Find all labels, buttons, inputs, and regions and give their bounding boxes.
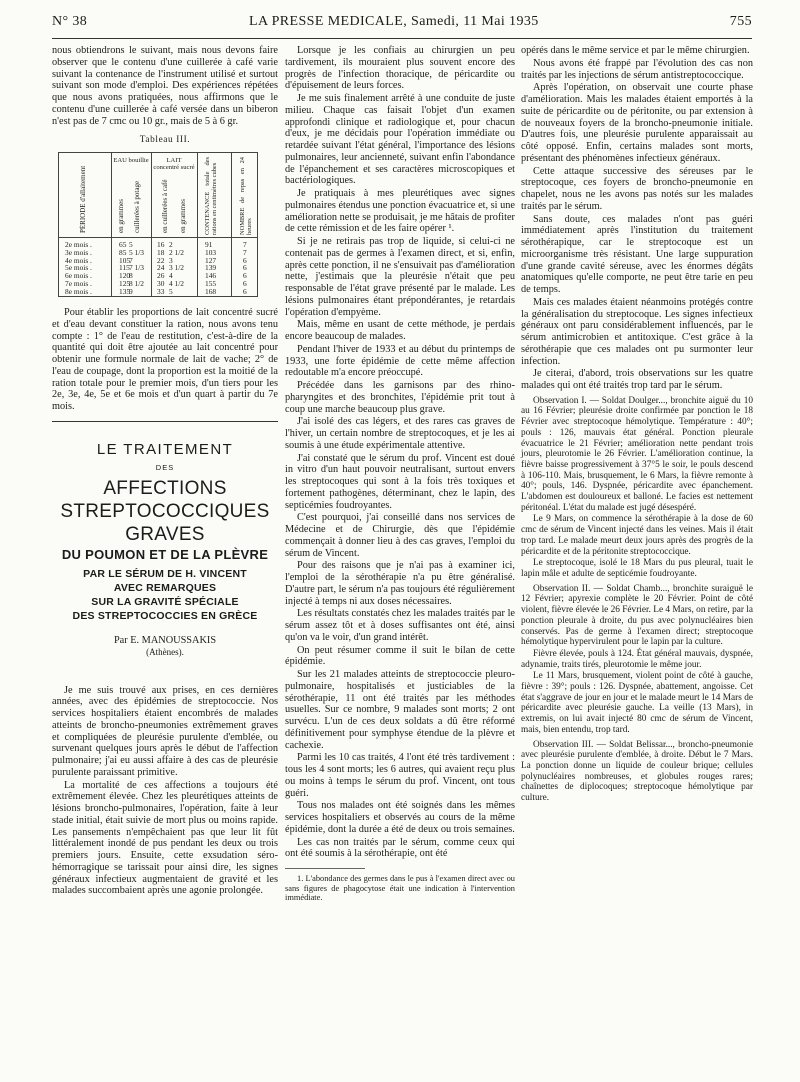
article-title-line: LE TRAITEMENT [96, 440, 234, 458]
table-cell: 7 [129, 255, 133, 265]
paragraph: Pour des raisons que je n'ai pas à examiner ici, l'emploi de la sérothérapie n'a pu être généralisé. D'autre part, le sérum n'a pas toujours été régulièrement injecté à temps ni aux doses nécessaires. [285, 560, 515, 607]
paragraph: Lorsque je les confiais au chirurgien un peu tardivement, ils mouraient plus souvent encore des progrès de l'infection thoracique, de péricardite ou d'épuisement de leurs forces. [285, 45, 515, 92]
paragraph: Je citerai, d'abord, trois observations sur les quatre malades qui ont été traités trop tard par le sérum. [521, 368, 753, 391]
article-subtitle-line: SUR LA GRAVITÉ SPÉCIALE [91, 596, 239, 608]
paragraph: Pendant l'hiver de 1933 et au début du printemps de 1933, une forte épidémie de cette même affection redoutable m'a encore préoccupé. [285, 343, 515, 379]
observation-1: Observation I. — Soldat Doulger..., bronchite aiguë du 10 au 16 Février; pleurésie droite confirmée par ponction le 18 Février avec streptocoque hémolytique. Température : 40°; pouls : 126, mauvais état général. Ponction pleurale évacuatrice le 21 Février; amélioration nette pendant trois jours, pleurotomie le 26 Février. L'amélioration continue, la fièvre baisse progressivement à 37°5 le soir, le pouls descend à 106-110. Mais, brusquement, le 6 Mars, la fièvre remonte à 40°; pouls, 146. Dyspnée, péricardite avec épanchement. L'abdomen est douloureux et balloné. Le facies est nettement péritonéal. L'état du malade est jugé désespéré. [521, 395, 753, 513]
table-cell: 26 [157, 271, 165, 281]
paragraph: Après l'opération, on observait une courte phase d'amélioration. Mais les malades étaient emportés à la suite de péricardite ou de péritonite, ou par extension à de nouveaux foyers de la broncho-pneumonie initiale. D'autres fois, une pleurésie purulente apparaissait au côté opposé. Enfin, certains malades sont morts, présentant des phénomènes infectieux généraux. [521, 82, 753, 164]
table-cell: 5 [169, 286, 173, 296]
table-cell: 146 [205, 271, 217, 281]
paragraph: Sans doute, ces malades n'ont pas guéri immédiatement après l'institution du traitement sérothérapique, car le streptocoque est un microorganisme très résistant. Une large suppuration d'une grande cavité séreuse, avec les énormes dégâts anatomiques qu'elle comporte, ne peut être tarie en peu de temps. [521, 213, 753, 295]
table-cell: 168 [205, 286, 217, 296]
paragraph: On peut résumer comme il suit le bilan de cette épidémie. [285, 644, 515, 668]
table-cell: 2 [169, 240, 173, 249]
table-cell: 22 [157, 255, 165, 265]
table-cell: 16 [157, 240, 165, 249]
table-cell: 155 [205, 278, 217, 288]
paragraph: Précédée dans les garnisons par des rhino-pharyngites et des bronchites, l'épidémie prit tout à coup une marche beaucoup plus grave. [285, 380, 515, 415]
article-title-main: STREPTOCOCCIQUES GRAVES [60, 501, 270, 546]
paragraph: C'est pourquoi, j'ai conseillé dans nos services de Médecine et de Chirurgie, dès que l'épidémie commençait à donner lieu à des cas graves, l'emploi du sérum de Vincent. [285, 512, 515, 559]
table-cell: 85 [119, 247, 127, 257]
col-header-capacity: CONTENANCE totale des rations en centimètres cubes [204, 157, 218, 235]
table-cell: 120 [119, 271, 131, 281]
table-row [63, 288, 253, 296]
observation-1-cont: Le streptocoque, isolé le 18 Mars du pus pleural, tuait le lapin mâle et adulte de septicémie foudroyante. [521, 558, 753, 579]
footnote: 1. L'abondance des germes dans le pus à l'examen direct avec ou sans figures de phagocytose était une indication à l'intervention immédiate. [285, 874, 515, 903]
header-rule [52, 38, 752, 39]
table-cell: 5 1/3 [129, 247, 144, 257]
table-caption: Tableau III. [139, 135, 191, 146]
paragraph: Les cas non traités par le sérum, comme ceux qui ont été soumis à la sérothérapie, ont été [285, 836, 515, 860]
table-cell: 8 1/2 [129, 278, 144, 288]
table-cell: 7 [243, 240, 247, 249]
table-cell: 103 [205, 247, 217, 257]
observation-2: Observation II. — Soldat Chamb..., bronchite suraiguë le 12 Février; apyrexie complète le 20 Février. Point de côté violent, fièvre élevée le 26 Février. Le 4 Mars, on retire, par la ponction pleurale à droite, du pus avec polynucléaires bien conservés. Pas de germe à l'examen direct; streptocoque hémolytique hypervirulent pour le lapin par la culture. [521, 583, 753, 648]
col-header-water-spoons: cuillerées à potage [133, 180, 141, 233]
observation-1-cont: Le 9 Mars, on commence la sérothérapie à la dose de 60 cmc de sérum de Vincent injecté dans les veines. Mais il était trop tard. Le malade meurt deux jours après des progrès de la péricardite et de la péritonite streptococcique. [521, 514, 753, 557]
article-subtitle-line: PAR LE SÉRUM DE H. VINCENT [83, 568, 247, 580]
table-cell: 7e mois . [65, 278, 92, 288]
paragraph: J'ai constaté que le sérum du prof. Vincent est doué in vitro d'un haut pouvoir neutralisant, surtout envers les streptocoques qui sont à la fois très toxiques et fortement pathogènes, déterminant, chez le lapin, des septicémies foudroyantes. [285, 452, 515, 511]
table-cell: 33 [157, 286, 165, 296]
article-subtitle-line: DES STREPTOCOCCIES EN GRÈCE [72, 610, 258, 622]
paragraph: Pour établir les proportions de lait concentré sucré et d'eau devant constituer la ration, nous avons tenu compte : 1° de l'eau de restitution, c'est-à-dire de la quantité qui doit être ajoutée au lait concentré pour obtenir une formule normale de lait de vache; 2° de l'eau de coupage, dont la proportion est la moitié de la ration totale pour le premier mois, d'un tiers pour les 2e, 3e, 4e, 5e et 6e mois et d'un quart à partir du 7e mois. [52, 307, 278, 412]
observation-3: Observation III. — Soldat Belissar..., broncho-pneumonie avec pleurésie purulente d'emblée, à droite. Début le 7 Mars. La ponction donne un liquide de couleur brique; cellules polynucléaires nombreuses, et globules rouges rares; chaînettes de diplocoques; streptocoque hémolytique par culture. [521, 739, 753, 804]
column-1 [52, 45, 278, 898]
table-cell: 127 [205, 255, 217, 265]
table-body [63, 241, 253, 296]
table-cell: 6 [243, 278, 247, 288]
table-cell: 4 1/2 [169, 278, 184, 288]
table-cell: 3 [169, 255, 173, 265]
table-cell: 6 [243, 263, 247, 273]
col-header-milk-spoons: en cuillerées à café [161, 179, 169, 233]
column-3 [521, 45, 753, 805]
col-header-milk: LAIT concentré sucré [153, 157, 195, 171]
table-cell: 2e mois . [65, 240, 92, 249]
column-2 [285, 45, 515, 904]
paragraph: Les résultats constatés chez les malades traités par le sérum assez tôt et à doses suffisantes ont été, ainsi qu'on va le voir, d'un grand intérêt. [285, 608, 515, 643]
article-separator [52, 421, 278, 422]
table-cell: 6 [243, 255, 247, 265]
observation-2-cont: Le 11 Mars, brusquement, violent point de côté à gauche, fièvre : 39°; pouls : 126. Dyspnée, abattement, angoisse. Cet état s'aggrave de jour en jour et le malade meurt le 14 Mars de péricardite avec pleurésie gauche. La veille (13 Mars), in extremis, on lui avait injecté 80 cmc de sérum de Vincent, mais, bien entendu, trop tard. [521, 671, 753, 735]
table-cell: 30 [157, 278, 165, 288]
table-cell: 6e mois . [65, 271, 92, 281]
article-subtitle-line: AVEC REMARQUES [113, 582, 217, 594]
table-cell: 8e mois . [65, 286, 92, 296]
paragraph: Cette attaque successive des séreuses par le streptocoque, ces foyers de broncho-pneumonie en chapelet, nous ne les avons pas notés sur les malades traités par le sérum. [521, 165, 753, 212]
paragraph: Si je ne retirais pas trop de liquide, si celui-ci ne contenait pas de germes à l'examen direct, et si, enfin, après cette ponction, il ne s'ensuivait pas d'amélioration nette, j'estimais que la pleurésie n'était que peu responsable de l'état grave présenté par le malade. Les lésions pulmonaires étant prépondérantes, je retardais l'opération d'empyème. [285, 236, 515, 318]
article-title-line: DES [155, 462, 175, 472]
table-cell: 4 [169, 271, 173, 281]
col-header-meals: NOMBRE de repas en 24 heures [239, 157, 253, 235]
paragraph: Mais, même en usant de cette méthode, je perdais encore beaucoup de malades. [285, 319, 515, 342]
table-cell: 125 [119, 278, 131, 288]
table-cell: 6 [243, 271, 247, 281]
table-cell: 18 [157, 247, 165, 257]
running-header [52, 14, 752, 36]
paragraph: Sur les 21 malades atteints de streptococcie pleuro-pulmonaire, hospitalisés et justiciables de la sérothérapie, 11 ont été traités par les méthodes usuelles. Sur ce nombre, 9 malades sont morts; 2 ont survécu. L'un de ces deux soldats a dû être réformé définitivement pour symphyse étendue de la plèvre et cachexie. [285, 669, 515, 751]
paragraph: Nous avons été frappé par l'évolution des cas non traités par les injections de sérum antistreptococcique. [521, 57, 753, 81]
paragraph: Mais ces malades étaient néanmoins protégés contre la généralisation du streptocoque. Les signes infectieux généraux ont paru considérablement influencés, par le sérum antimicrobien et antitoxique. C'est grâce à la sérothérapie que ces malades ont pu surmonter leur infection. [521, 296, 753, 367]
paragraph: La mortalité de ces affections a toujours été extrêmement élevée. Chez les pleurétiques atteints de lésions broncho-pulmonaires, l'opération, faite à leur stade initial, était suivie de mort plus ou moins rapide. Les pansements n'empêchaient pas que leur lit fût littéralement inondé de pus pendant les deux ou trois premiers jours. Ensuite, cette exsudation séro-hémorragique se tarissait pour ainsi dire, les signes généraux infectieux augmentaient de gravité et les malades succombaient après une agonie prolongée. [52, 779, 278, 897]
page-number: 755 [729, 14, 752, 29]
author: Par E. MANOUSSAKIS [113, 635, 217, 646]
table-cell: 105 [119, 255, 131, 265]
table-cell: 91 [205, 240, 213, 249]
table-cell: 3e mois . [65, 247, 92, 257]
table-cell: 2 1/2 [169, 247, 184, 257]
table-cell: 7 [243, 247, 247, 257]
table-cell: 7 1/3 [129, 263, 144, 273]
paragraph: Je me suis finalement arrêté à une conduite de juste milieu. Chaque cas faisait l'objet d'un examen approfondi clinique et radiologique et, pour chacun d'eux, je me décidais pour l'opération immédiate ou retardée suivant l'état général, l'importance des lésions pulmonaires, leur ancienneté, suivant enfin l'abondance de l'épanchement et ses caractères microscopiques et bactériologiques. [285, 93, 515, 187]
paragraph: nous obtiendrons le suivant, mais nous devons faire observer que le contenu d'une cuillerée à café varie suivant la contenance de l'instrument utilisé et surtout suivant son mode d'emploi. Des expériences répétées que nous avons pratiquées, nous affirmons que le contenu d'une cuillerée à café versée dans un biberon n'est pas de 7 cmc ou 10 gr., mais de 5 à 6 gr. [52, 45, 278, 127]
feeding-table [58, 152, 258, 297]
table-cell: 24 [157, 263, 165, 273]
col-header-period: PÉRIODE d'allaitement [79, 165, 87, 233]
journal-title: LA PRESSE MEDICALE, Samedi, 11 Mai 1935 [249, 14, 539, 29]
paragraph: J'ai isolé des cas légers, et des rares cas graves de l'hiver, un certain nombre de streptocoques, et je les ai soumis à une étude expérimentale attentive. [285, 416, 515, 451]
table-cell: 4e mois . [65, 255, 92, 265]
table-divider [59, 237, 257, 238]
col-header-water: EAU bouillie [113, 157, 149, 164]
table-cell: 3 1/2 [169, 263, 184, 273]
paragraph: Je me suis trouvé aux prises, en ces dernières années, avec des épidémies de streptococcie. Nos services hospitaliers étaient encombrés de malades atteints de broncho-pneumonies extrêmement graves et compliquées de pleurésie purulente d'emblée, ou survenant quelques jours après le début de l'affection pulmonaire; j'ai eu aussi affaire à des cas de pleurésie purulente paraissant primitive. [52, 684, 278, 778]
article-title-line: DU POUMON ET DE LA PLÈVRE [61, 547, 269, 563]
table-cell: 115 [119, 263, 130, 273]
table-cell: 65 [119, 240, 127, 249]
article-title-main: AFFECTIONS [103, 478, 227, 500]
paragraph: Tous nos malades ont été soignés dans les mêmes services hospitaliers et observés au cours de la même épidémie, dont la durée a été de deux ou trois semaines. [285, 800, 515, 835]
issue-number: N° 38 [52, 14, 88, 29]
table-cell: 135 [119, 286, 131, 296]
table-cell: 5e mois . [65, 263, 92, 273]
observation-2-cont: Fièvre élevée, pouls à 124. État général mauvais, dyspnée, adynamie, traits tirés, pleurotomie le même jour. [521, 648, 753, 670]
table-cell: 8 [129, 271, 133, 281]
table-cell: 139 [205, 263, 217, 273]
table-cell: 6 [243, 286, 247, 296]
col-header-milk-grams: en grammes [179, 198, 187, 233]
paragraph: Parmi les 10 cas traités, 4 l'ont été très tardivement : tous les 4 sont morts; les 6 autres, qui avaient reçu plus ou moins à temps le sérum du prof. Vincent, ont tous guéri. [285, 752, 515, 799]
col-header-water-grams: en grammes [117, 198, 125, 233]
table-cell: 5 [129, 240, 133, 249]
author-city: (Athènes). [146, 646, 184, 657]
table-cell: 9 [129, 286, 133, 296]
paragraph: Je pratiquais à mes pleurétiques avec signes pulmonaires étendus une ponction évacuatrice et, si une amélioration nette se produisait, je me hâtais de profiter de cette rémission et de les faire opérer ¹. [285, 188, 515, 235]
paragraph: opérés dans le même service et par le même chirurgien. [521, 45, 750, 56]
footnote-rule [285, 868, 365, 869]
